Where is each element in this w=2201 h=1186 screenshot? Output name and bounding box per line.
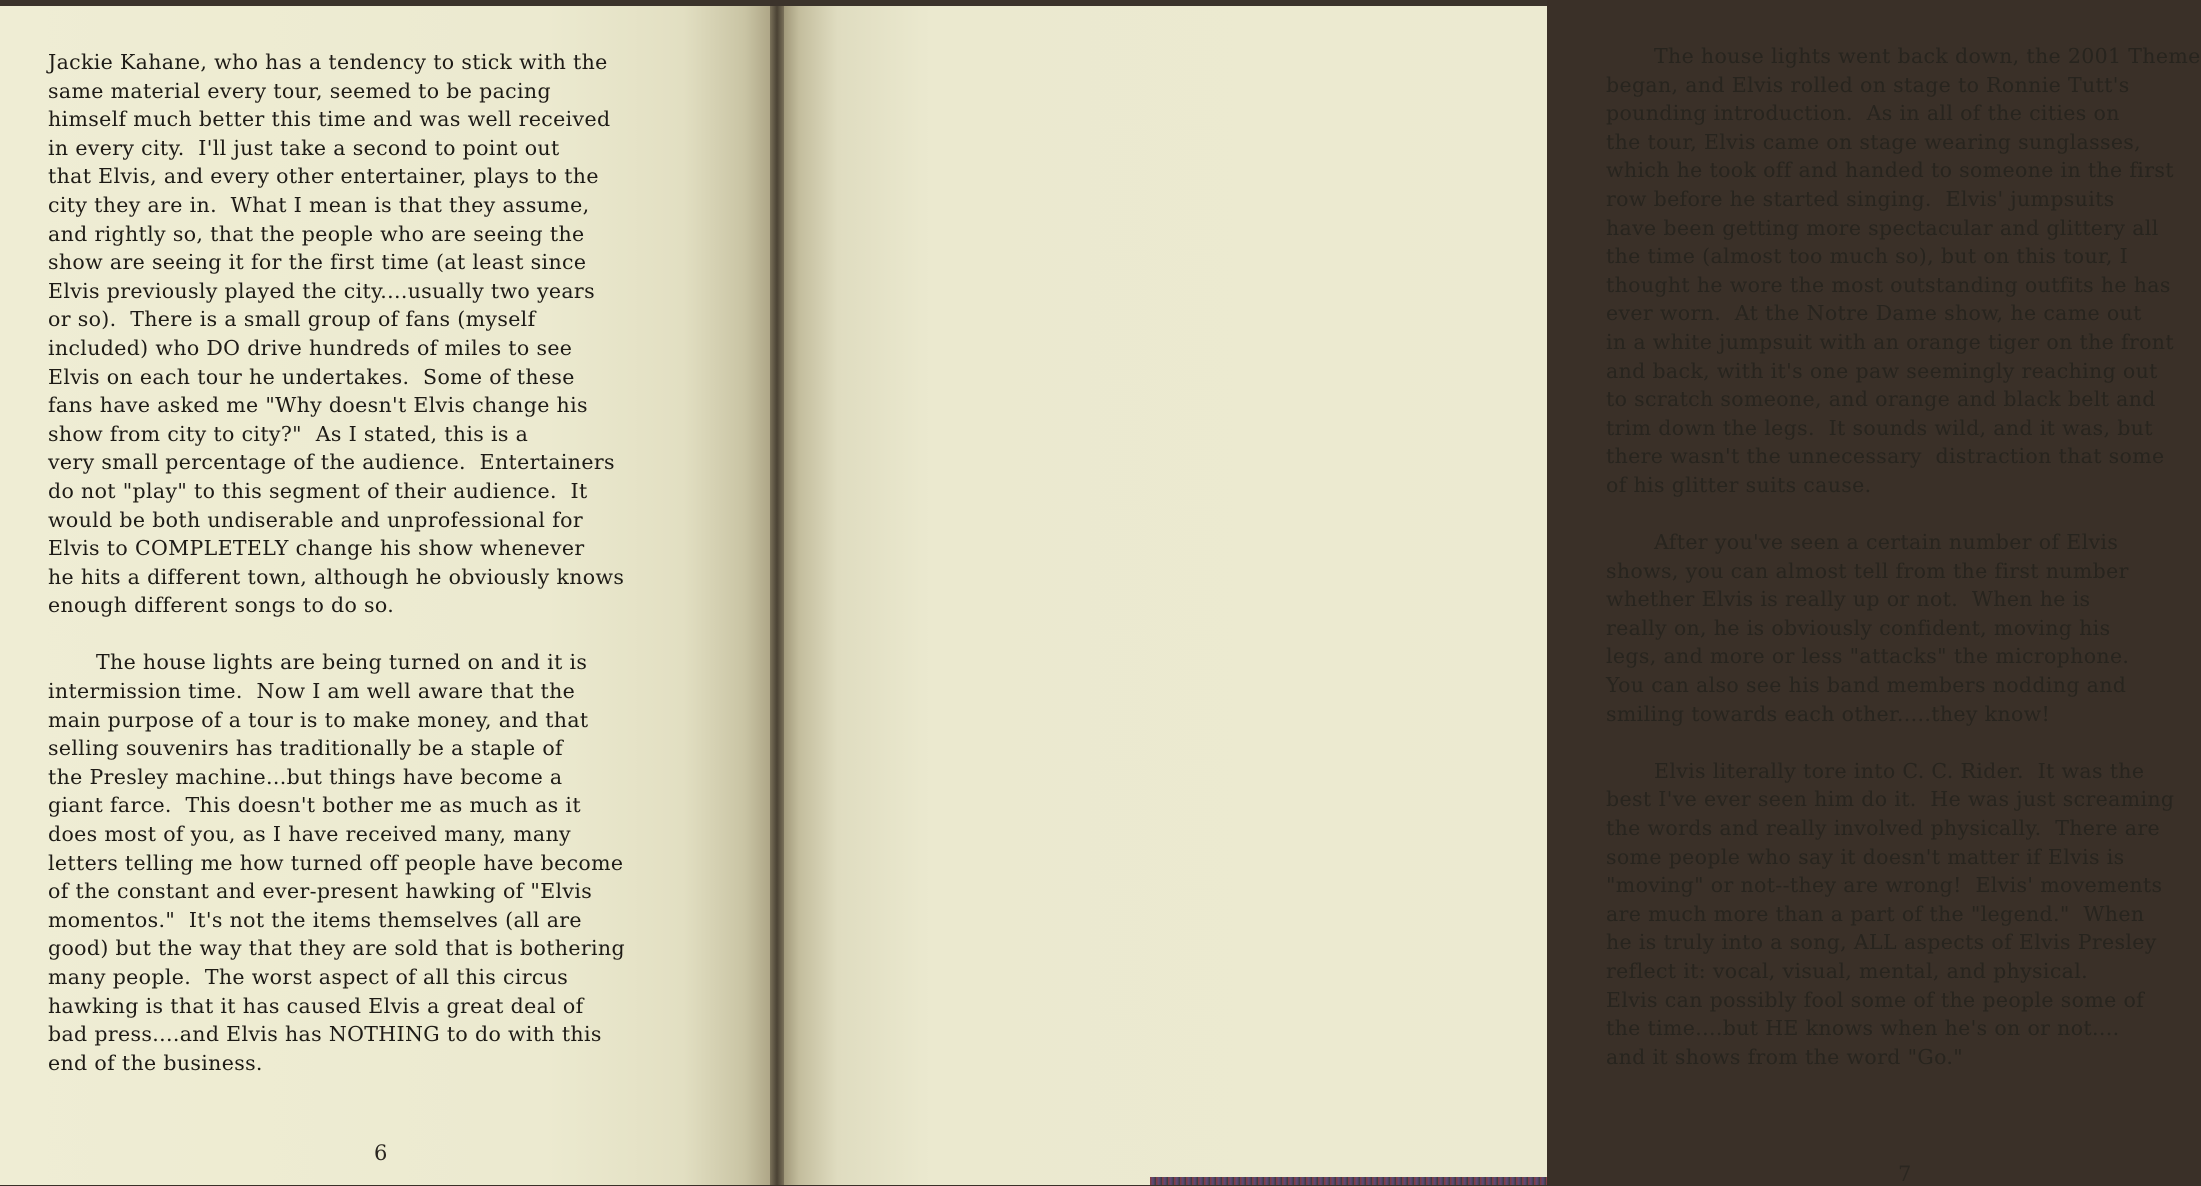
- text-line: letters telling me how turned off people have become: [48, 850, 624, 875]
- text-line: main purpose of a tour is to make money, and that: [48, 707, 589, 732]
- text-line: he hits a different town, although he obviously knows: [48, 564, 625, 589]
- text-line: whether Elvis is really up or not. When he is: [1606, 587, 2091, 612]
- text-line: momentos." It's not the items themselves (all are: [48, 907, 582, 932]
- text-line: Elvis to COMPLETELY change his show whenever: [48, 536, 585, 561]
- text-line: Elvis on each tour he undertakes. Some of these: [48, 364, 575, 389]
- text-line: and back, with it's one paw seemingly reaching out: [1606, 358, 2158, 383]
- right-page-text: [1606, 42, 2201, 1100]
- text-line: or so). There is a small group of fans (myself: [48, 307, 536, 332]
- text-line: row before he started singing. Elvis' jumpsuits: [1606, 186, 2115, 211]
- text-line: and it shows from the word "Go.": [1606, 1044, 1964, 1069]
- text-line: some people who say it doesn't matter if Elvis is: [1606, 844, 2125, 869]
- text-line: of the constant and ever-present hawking of "Elvis: [48, 879, 593, 904]
- text-line: After you've seen a certain number of Elvis: [1654, 530, 2119, 555]
- text-line: show are seeing it for the first time (at least since: [48, 250, 587, 275]
- text-line: the words and really involved physically. There are: [1606, 816, 2160, 841]
- text-line: The house lights are being turned on and it is: [96, 650, 588, 675]
- text-line: pounding introduction. As in all of the cities on: [1606, 101, 2120, 126]
- text-line: there wasn't the unnecessary distraction that some: [1606, 444, 2165, 469]
- text-line: that Elvis, and every other entertainer, plays to the: [48, 164, 599, 189]
- text-line: do not "play" to this segment of their audience. It: [48, 478, 588, 503]
- text-line: enough different songs to do so.: [48, 593, 395, 618]
- text-line: of his glitter suits cause.: [1606, 472, 1872, 497]
- text-line: smiling towards each other.....they know!: [1606, 701, 2051, 726]
- text-line: he is truly into a song, ALL aspects of Elvis Presley: [1606, 930, 2157, 955]
- text-line: himself much better this time and was well received: [48, 107, 611, 132]
- text-line: same material every tour, seemed to be pacing: [48, 78, 551, 103]
- text-line: have been getting more spectacular and glittery all: [1606, 215, 2159, 240]
- right-page-number: 7: [1898, 1162, 1912, 1186]
- text-line: "moving" or not--they are wrong! Elvis' movements: [1606, 873, 2163, 898]
- text-line: to scratch someone, and orange and black belt and: [1606, 387, 2156, 412]
- text-line: are much more than a part of the "legend." When: [1606, 901, 2145, 926]
- text-line: shows, you can almost tell from the first number: [1606, 558, 2129, 583]
- right-page: [776, 0, 2201, 1186]
- text-line: in a white jumpsuit with an orange tiger on the front: [1606, 329, 2174, 354]
- text-line: the time....but HE knows when he's on or not....: [1606, 1016, 2120, 1041]
- text-line: hawking is that it has caused Elvis a great deal of: [48, 993, 584, 1018]
- text-line: fans have asked me "Why doesn't Elvis change his: [48, 393, 588, 418]
- bottom-edge-binding: [1150, 1177, 1547, 1185]
- text-line: You can also see his band members nodding and: [1606, 673, 2127, 698]
- text-line: ever worn. At the Notre Dame show, he came out: [1606, 301, 2142, 326]
- text-line: thought he wore the most outstanding outfits he has: [1606, 272, 2171, 297]
- text-line: The house lights went back down, the 2001 Theme: [1654, 44, 2201, 68]
- text-line: good) but the way that they are sold that is bothering: [48, 936, 625, 961]
- text-line: in every city. I'll just take a second to point out: [48, 135, 560, 160]
- paragraph: [1606, 42, 2201, 500]
- text-line: does most of you, as I have received many, many: [48, 822, 571, 847]
- top-edge: [0, 0, 1547, 6]
- text-line: included) who DO drive hundreds of miles to see: [48, 335, 573, 360]
- text-line: best I've ever seen him do it. He was just screaming: [1606, 787, 2175, 812]
- text-line: Elvis literally tore into C. C. Rider. It was the: [1654, 758, 2145, 783]
- text-line: show from city to city?" As I stated, this is a: [48, 421, 529, 446]
- paragraph: [48, 648, 625, 1077]
- book-gutter: [770, 0, 784, 1185]
- text-line: intermission time. Now I am well aware that the: [48, 679, 576, 704]
- text-line: many people. The worst aspect of all this circus: [48, 965, 569, 989]
- text-line: end of the business.: [48, 1050, 263, 1075]
- text-line: would be both undiserable and unprofessional for: [48, 507, 583, 532]
- left-page-text: [48, 48, 625, 1106]
- text-line: and rightly so, that the people who are seeing the: [48, 221, 585, 246]
- text-line: really on, he is obviously confident, moving his: [1606, 615, 2111, 640]
- text-line: Jackie Kahane, who has a tendency to stick with the: [48, 50, 608, 74]
- text-line: bad press....and Elvis has NOTHING to do with this: [48, 1022, 602, 1047]
- text-line: reflect it: vocal, visual, mental, and physical.: [1606, 959, 2088, 983]
- text-line: the tour, Elvis came on stage wearing sunglasses,: [1606, 129, 2142, 154]
- text-line: which he took off and handed to someone in the first: [1606, 158, 2174, 183]
- paragraph: [1606, 528, 2201, 728]
- text-line: Elvis can possibly fool some of the people some of: [1606, 987, 2145, 1012]
- text-line: giant farce. This doesn't bother me as much as it: [48, 793, 581, 818]
- left-page: [0, 0, 776, 1185]
- text-line: very small percentage of the audience. Entertainers: [48, 450, 615, 475]
- text-line: began, and Elvis rolled on stage to Ronnie Tutt's: [1606, 72, 2130, 97]
- text-line: legs, and more or less "attacks" the microphone.: [1606, 644, 2130, 669]
- paragraph: [48, 48, 625, 620]
- left-page-number: 6: [374, 1141, 388, 1165]
- text-line: the Presley machine...but things have become a: [48, 764, 563, 789]
- text-line: trim down the legs. It sounds wild, and it was, but: [1606, 415, 2153, 440]
- text-line: city they are in. What I mean is that they assume,: [48, 192, 590, 217]
- text-line: selling souvenirs has traditionally be a staple of: [48, 736, 563, 761]
- paragraph: [1606, 757, 2201, 1072]
- text-line: the time (almost too much so), but on this tour, I: [1606, 244, 2129, 269]
- text-line: Elvis previously played the city....usually two years: [48, 278, 595, 303]
